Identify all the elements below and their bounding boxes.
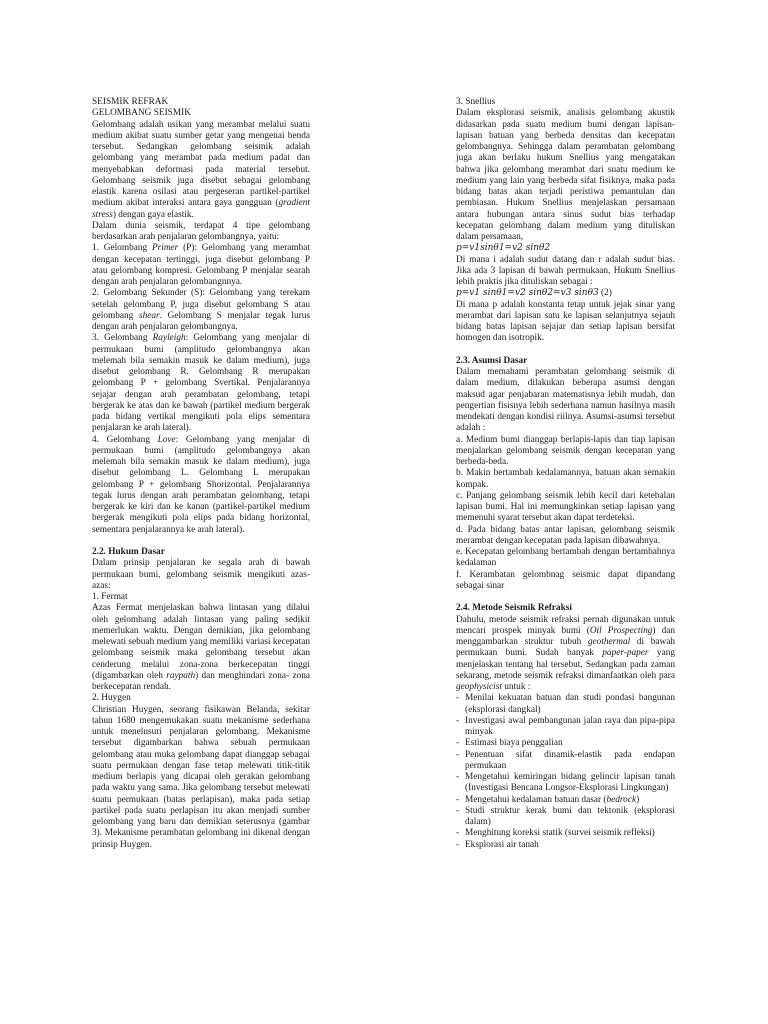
text: ) dan menggambarkan struktur tubuh [456,625,675,647]
section-title-seismic-wave: GELOMBANG SEISMIK [92,108,191,119]
text: yang menjelaskan tentang hal tersebut. Sedangkan pada zaman sekarang, metode seismik refraksi dimanfaatkan oleh para [456,648,675,681]
term-raypath: raypath [166,670,196,681]
subheading-huygen: 2. Huygen [92,693,131,704]
term-geothermal: geothermal [587,637,631,647]
paragraph-snellius: Dalam eksplorasi seismik, analisis gelombang akustik didasarkan pada suatu medium bumi dengan lapisan-lapisan batuan yang berbeda densitas dan kecepatan gelombangnya. Sehingga dalam perambatan gelombang juga akan berlaku hukum Snellius yang mengatakan bahwa jika gelombang merambat dari suatu medium ke medium yang lain yang berbeda sifat fisiknya, maka pada bidang batas akan terjadi peristiwa pemantulan dan pembiasan. Hukum Snellius menjelaskan persamaan antara hubungan antara sinus sudut bias terhadap kecepatan gelombang dalam medium yang dituliskan dalam persamaan, [456,108,675,242]
text: Mengetahui kedalaman batuan dasar ( [465,794,607,805]
list-item [456,795,675,806]
paragraph-snell-explanation: Di mana i adalah sudut datang dan r adalah sudut bias. Jika ada 3 lapisan di bawah permukaan, Hukum Snellius lebih praktis jika dituliskan sebagai : [456,254,675,287]
equation-2 [456,288,675,299]
heading-metode-seismik-refraksi: 2.4. Metode Seismik Refraksi [456,603,572,614]
text: (P): Gelombang yang merambat dengan kecepatan tertinggi, juga disebut gelombang P atau gelombang kompresi. Gelombang P menjalar searah dengan arah penjalaran gelombangnnya. [92,243,311,287]
paragraph-ray-parameter: Di mana p adalah konstanta tetap untuk jejak sinar yang merambat dari lapisan satu ke lapisan selanjutnya sejauh bidang batas lapisan sejajar dan setiap lapisan bersifat homogen dan isotropik. [456,299,675,344]
assumption-item: c. Panjang gelombang seismik lebih kecil dari ketebalan lapisan bumi. Hal ini memungkinkan setiap lapisan yang memenuhi syarat tersebut akan dapat terdeteksi. [456,490,675,524]
term-love: Love [157,434,176,445]
term-paper-paper: paper-paper [602,648,649,659]
list-item: - Penentuan sifat dinamik-elastik pada endapan permukaan [456,750,675,773]
list-item: - Eksplorasi air tanah [456,840,675,851]
text: ) [636,794,640,805]
doc-title: SEISMIK REFRAK [92,97,169,107]
paragraph-fermat [92,603,310,693]
list-item: - Investigasi awal pembangunan jalan raya dan pipa-pipa minyak [456,716,675,739]
term-gradient-stress: gradient stress [92,198,310,220]
spacer [456,592,675,603]
paragraph-primary-wave [92,243,310,288]
heading-hukum-dasar: 2.2. Hukum Dasar [92,547,165,557]
text: Gelombang adalah usikan yang merambat melalui suatu medium akibat suatu sumber getar yang mengenai benda tersebut. Sedangkan gelombang seismik adalah gelombang yang merambat pada medium padat dan menyebabkan deformasi pada material tersebut. Gelombang seismik juga disebut sebagai gelombang elastik karena osilasi atau pergeseran partikel-partikel medium akibat interaksi antara gaya gangguan ( [92,119,310,209]
left-column [92,97,310,851]
text: untuk : [501,682,531,692]
term-geophysicist: geophysicist [456,682,502,692]
text: 3. Gelombang [92,333,153,344]
text: ) dengan gaya elastik. [112,209,194,220]
right-column [456,97,675,851]
paragraph-huygen: Christian Huygen, seorang fisikawan Belanda, sekitar tahun 1680 mengemukakan suatu mekanisme sederhana untuk menelusuri penjalaran gelombang. Mekanisme tersebut digambarkan bahwa sebuah permukaan gelombang atau muka gelombang dapat dianggap sebagai suatu permukaan dengan fase tetap melewati titik-titik medium berlapis yang dicapai oleh gerakan gelombang pada waktu yang sama. Jika gelombang tersebut melewati suatu permukaan (batas perlapisan), maka pada setiap partikel pada suatu perlapisan itu akan menjadi sumber gelombang yang baru dan demikian seterusnya (gambar 3). Mekanisme perambatan gelombang ini dikenal dengan prinsip Huygen. [92,704,310,850]
text: Dahulu, metode seismik refraksi pernah digunakan untuk mencari prospek minyak bumi ( [456,614,675,636]
term-primer: Primer [151,243,179,254]
text: : Gelombang yang menjalar di permukaan bumi (amplitudo gelombangnya akan melemah bila semakin masuk ke dalam medium), juga disebut gelombang R. Gelombang R merupakan gelombang P + gelombang Svertikal. Penjalarannya sejajar dengan arah perambatan gelombang, tetapi bergerak ke atas dan ke bawah (partikel medium bergerak pada bidang vertikal mengikuti pola elips sementara penjalaran ke arah lateral). [92,333,310,434]
paragraph-wave-types-intro: Dalam dunia seismik, terdapat 4 tipe gelombang berdasarkan arah penjalaran gelombangnya, yaitu: [92,220,310,242]
list-item: - Studi struktur kerak bumi dan tektonik (eksplorasi dalam) [456,806,675,829]
assumption-item: b. Makin bertambah kedalamannya, batuan akan semakin kompak. [456,468,675,490]
equation-snell-two-layers: p=v1sinθ1=v2 sinθ2 [456,243,551,254]
paragraph-method-intro [456,615,675,694]
paragraph-law-intro: Dalam prinsip penjalaran ke segala arah di bawah permukaan bumi, gelombang seismik mengikuti azas-azas: [92,558,310,591]
spacer [456,345,675,356]
paragraph-rayleigh-wave [92,333,310,434]
subheading-fermat: 1. Fermat [92,592,128,602]
text: 4. Gelombang [92,434,158,445]
term-oil-prospecting: Oil Prospecting [589,625,653,636]
text: . Gelombang S menjalar tegak lurus dengan arah penjalaran gelombangnya. [92,310,310,332]
assumption-item: f. Kerambatan gelombnag seismic dapat dipandang sebagai sinar [456,569,675,591]
paragraph-love-wave [92,435,310,536]
paragraph-assumptions-intro: Dalam memahami perambatan gelombang seismik di dalam medium, dilakukan beberapa asumsi dengan maksud agar penjabaran matematisnya lebih mudah, dan pengertian fisisnya lebih sederhana namun hasilnya masih mendekati dengan kondisi riilnya. Asumsi-asumsi tersebut adalah : [456,367,675,434]
text: 2. Gelombang Sekunder (S): Gelombang yang terekam setelah gelombang P, juga disebut gelombang S atau gelombang [92,288,310,321]
paragraph-secondary-wave [92,288,310,333]
text: ) dan menghindari zona- zona berkecepatan rendah. [92,670,310,692]
assumption-item: d. Pada bidang batas antar lapisan, gelombang seismik merambat dengan kecepatan pada lapisan dibawahnya. [456,524,675,546]
text: : Gelombang yang menjalar di permukaan bumi (amplitudo gelombangnya akan melemah bila semakin masuk ke dalam medium), juga disebut gelombang L. Gelombang L merupakan gelombang P + gelombang Shorizontal. Penjalarannya tegak lurus dengan arah perambatan gelombang, tetapi bergerak ke kiri dan ke kanan (partikel-partikel medium bergerak mengikuti pola elips pada bidang horizontal, sementara penjalarannya ke arah lateral). [92,434,310,535]
equation-1 [456,243,675,254]
heading-asumsi-dasar: 2.3. Asumsi Dasar [456,355,528,366]
text: 1. Gelombang [92,243,152,254]
text: Azas Fermat menjelaskan bahwa lintasan yang dilalui oleh gelombang adalah lintasan yang paling sedikit memerlukan waktu. Dengan demikian, jika gelombang melewati sebuah medium yang memiliki variasi kecepatan gelombang seismik maka gelombang tersebut akan cenderung melalui zona-zona berkecepatan tinggi (digambarkan oleh [92,603,310,681]
assumption-item: a. Medium bumi dianggap berlapis-lapis dan tiap lapisan menjalarkan gelombang seismik dengan kecepatan yang berbeda-beda. [456,434,675,467]
term-bedrock: bedrock [606,794,637,805]
list-item: - Mengetahui kemiringan bidang gelincir lapisan tanah (Investigasi Bencana Longsor-Eksplorasi Lingkungan) [456,772,675,795]
list-item: - Menilai kekuatan batuan dan studi pondasi bangunan (eksplorasi dangkal) [456,693,675,716]
uses-list [456,693,675,851]
equation-number: (2) [598,288,612,299]
subheading-snellius: 3. Snellius [456,97,496,107]
text: di bawah permukaan bumi. Sudah banyak [456,637,675,659]
term-shear: shear [138,310,160,321]
list-item: - Estimasi biaya penggalian [456,738,675,749]
term-rayleigh: Rayleigh [152,333,186,344]
spacer [92,536,310,547]
assumption-item: e. Kecepatan gelombang bertambah dengan bertambahnya kedalaman [456,547,675,569]
equation-snell-three-layers: p=v1 sinθ1=v2 sinθ2=v3 sinθ3 [456,288,599,299]
paragraph-wave-definition [92,120,310,221]
list-item: - Menghitung koreksi statik (survei seismik refleksi) [456,828,675,839]
